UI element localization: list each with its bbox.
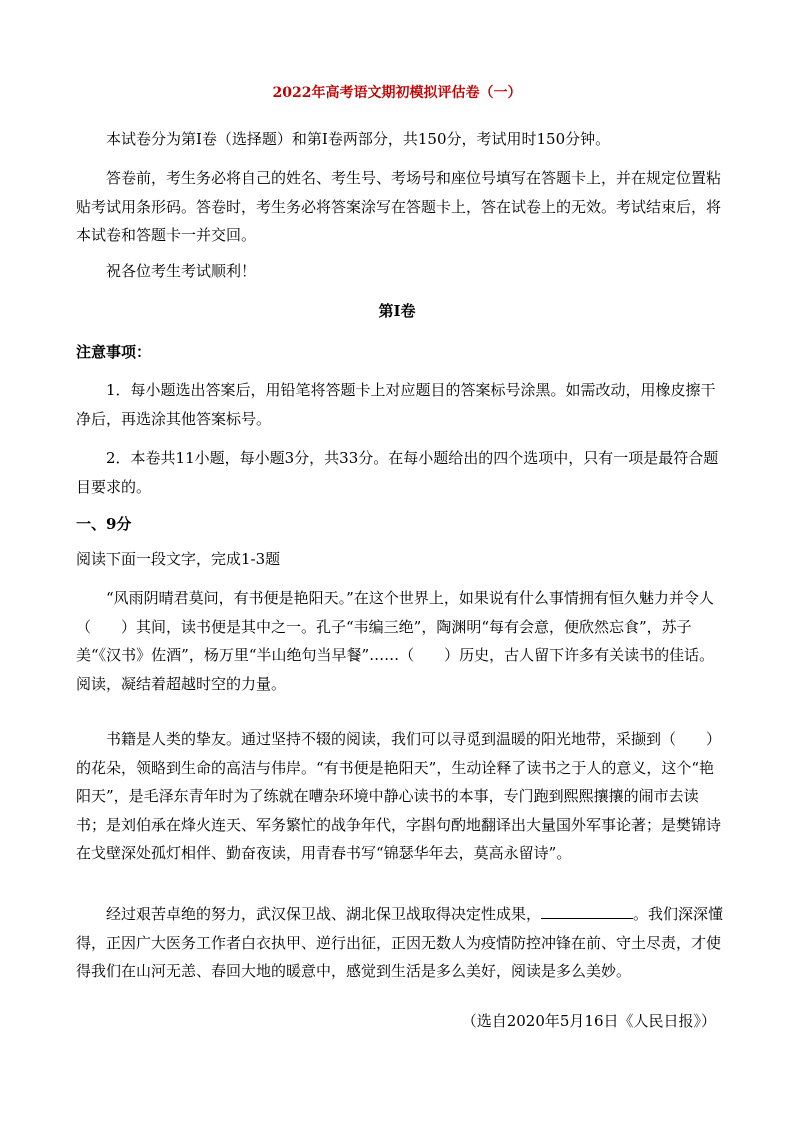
exam-title: 2022年高考语文期初模拟评估卷（一）: [272, 85, 522, 101]
part-heading: 一、9分: [76, 515, 132, 533]
source-citation: （选自2020年5月16日《人民日报》）: [461, 1012, 716, 1030]
notes-heading: 注意事项：: [76, 343, 152, 361]
section-title: 第Ⅰ卷: [378, 302, 416, 320]
passage-paragraph-3-start: 经过艰苦卓绝的努力，武汉保卫战、湖北保卫战取得决定性成果，: [106, 905, 542, 923]
intro-paragraph: 本试卷分为第Ⅰ卷（选择题）和第Ⅰ卷两部分，共150分，考试用时150分钟。: [106, 130, 611, 148]
passage-paragraph-3: [76, 900, 726, 986]
passage-paragraph-2: 书籍是人类的挚友。通过坚持不辍的阅读，我们可以寻觅到温暖的阳光地带，采撷到（ ）的花朵，领略到生命的高洁与伟岸。“有书便是艳阳天”，生动诠释了读书之于人的意义，这个“艳阳天”，是毛泽东青年时为了练就在嘈杂环境中静心读书的本事，专门跑到熙熙攘攘的闹市去读书；是刘伯承在烽火连天、军务繁忙的战争年代，字斟句酌地翻译出大量国外军事论著；是樊锦诗在戈壁深处孤灯相伴、勤奋夜读，用青春书写“锦瑟华年去，莫高永留诗”。: [76, 730, 722, 862]
note-2: 2．本卷共11小题，每小题3分，共33分。在每小题给出的四个选项中，只有一项是最符合题目要求的。: [76, 449, 719, 496]
passage-paragraph-1: “风雨阴晴君莫问，有书便是艳阳天。”在这个世界上，如果说有什么事情拥有恒久魅力并令人（ ）其间，读书便是其中之一。孔子“韦编三绝”，陶渊明“每有会意，便欣然忘食”，苏子美“《汉书》佐酒”，杨万里“半山绝句当早餐”……（ ）历史，古人留下许多有关读书的佳话。阅读，凝结着超越时空的力量。: [76, 589, 715, 693]
answer-blank: [541, 904, 633, 919]
note-1: 1．每小题选出答案后，用铅笔将答题卡上对应题目的答案标号涂黑。如需改动，用橡皮擦干净后，再选涂其他答案标号。: [76, 381, 716, 428]
reading-prompt: 阅读下面一段文字，完成1-3题: [76, 550, 281, 568]
passage-paragraph-3-end: 。我们深深懂得，正因广大医务工作者白衣执甲、逆行出征，正因无数人为疫情防控冲锋在前、守土尽责，才使得我们在山河无恙、春回大地的暖意中，感觉到生活是多么美好，阅读是多么美妙。: [76, 905, 724, 980]
instructions-paragraph: 答卷前，考生务必将自己的姓名、考生号、考场号和座位号填写在答题卡上，并在规定位置粘贴考试用条形码。答卷时，考生务必将答案涂写在答题卡上，答在试卷上的无效。考试结束后，将本试卷和答题卡一并交回。: [76, 169, 722, 244]
wish-paragraph: 祝各位考生考试顺利！: [106, 262, 257, 280]
